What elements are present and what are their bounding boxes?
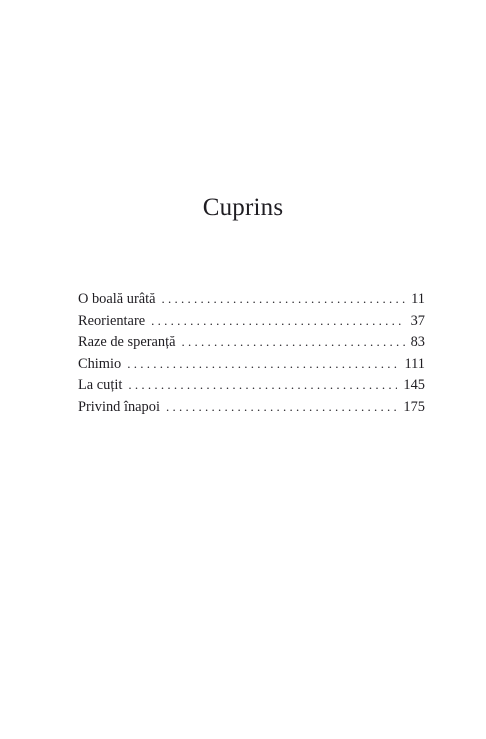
toc-entry bbox=[78, 353, 425, 375]
toc-entry-title: Chimio bbox=[78, 355, 122, 372]
toc-entry-page-number: 37 bbox=[410, 312, 425, 329]
toc-entry bbox=[78, 374, 425, 396]
toc-entry-title: La cuțit bbox=[78, 377, 123, 394]
toc-entry-title: Raze de speranță bbox=[78, 334, 176, 351]
toc-entry bbox=[78, 310, 425, 332]
toc-entry bbox=[78, 396, 425, 418]
toc-entry-page-number: 83 bbox=[410, 334, 425, 351]
toc-entry-page-number: 11 bbox=[411, 291, 425, 307]
dot-leader bbox=[128, 374, 397, 396]
dot-leader bbox=[127, 353, 398, 375]
toc-entry-title: O boală urâtă bbox=[78, 291, 156, 307]
toc-entry-page-number: 111 bbox=[404, 355, 425, 372]
toc-entry bbox=[78, 331, 425, 353]
dot-leader bbox=[181, 331, 404, 353]
dot-leader bbox=[166, 396, 397, 418]
table-of-contents bbox=[78, 288, 425, 418]
toc-entry bbox=[78, 288, 425, 310]
toc-entry-page-number: 145 bbox=[403, 377, 425, 394]
page-title: Cuprins bbox=[202, 194, 284, 221]
toc-entry-page-number: 175 bbox=[403, 398, 425, 415]
toc-entry-title: Reorientare bbox=[78, 312, 146, 329]
toc-entry-title: Privind înapoi bbox=[78, 398, 160, 415]
dot-leader bbox=[162, 288, 406, 310]
dot-leader bbox=[151, 310, 404, 332]
